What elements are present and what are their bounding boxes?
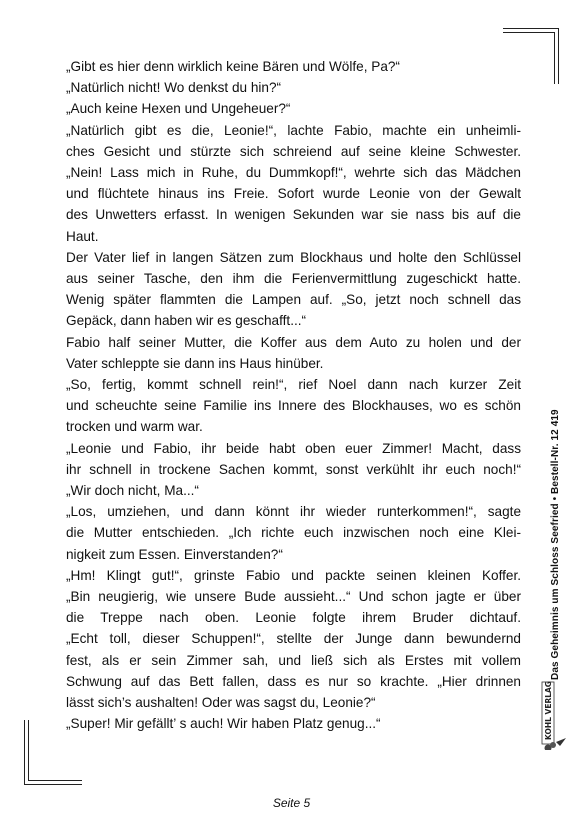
story-line: „So, fertig, kommt schnell rein!“, rief Noel dann nach kurzer Zeit <box>66 377 521 393</box>
story-line: „Natürlich nicht! Wo denkst du hin?“ <box>66 80 282 96</box>
frame-top-line-inner <box>503 32 555 33</box>
publisher-logo-icon <box>538 680 568 750</box>
story-line: fest, als er sein Zimmer sah, und ließ sich als Erstes mit vollem <box>66 652 521 668</box>
story-line: „Hm! Klingt gut!“, grinste Fabio und packte seinen kleinen Koffer. <box>66 567 521 583</box>
story-line: „Natürlich gibt es die, Leonie!“, lachte Fabio, machte ein unheimli- <box>66 122 521 138</box>
story-line: Schwung auf das Bett fallen, dass es nur so krachte. „Hier drinnen <box>66 673 521 689</box>
story-line: Der Vater lief in langen Sätzen zum Blockhaus und holte den Schlüssel <box>66 249 521 265</box>
story-line: die Treppe nach oben. Leonie folgte ihrem Bruder dichtauf. <box>66 610 521 626</box>
story-line: lässt sich’s aushalten! Oder was sagst du, Leonie?“ <box>66 695 376 711</box>
story-line: „Nein! Lass mich in Ruhe, du Dummkopf!“, wehrte sich das Mädchen <box>66 165 521 181</box>
story-line: ihr schnell in trockene Sachen kommt, sonst verkühlt ihr euch noch!“ <box>66 461 521 477</box>
frame-right-line <box>558 28 559 84</box>
story-line: Haut. <box>66 228 99 244</box>
publisher-name: KOHL VERLAG <box>544 681 553 740</box>
story-line: ches Gesicht und stürzte sich schreiend auf seine kleine Schwester. <box>66 143 521 159</box>
story-line: und flüchtete hinaus ins Freie. Sofort wurde Leonie von der Gewalt <box>66 186 521 202</box>
publisher-logo <box>538 680 568 750</box>
story-line: „Los, umziehen, und dann könnt ihr wieder runterkommen!“, sagte <box>66 504 521 520</box>
story-line: die Mutter entschieden. „Ich richte euch inzwischen noch eine Klei- <box>66 525 521 541</box>
frame-right-line-inner <box>554 32 555 84</box>
frame-top-line <box>503 28 559 29</box>
story-line: „Wir doch nicht, Ma...“ <box>66 483 199 499</box>
story-line: Vater schleppte sie dann ins Haus hinüber. <box>66 355 324 371</box>
story-line: „Super! Mir gefällt’ s auch! Wir haben Platz genug...“ <box>66 716 381 732</box>
book-title-sidebar: Das Geheimnis um Schloss Seefried • Bestell-Nr. 12 419 <box>550 409 561 680</box>
story-line: „Echt toll, dieser Schuppen!“, stellte der Junge dann bewundernd <box>66 631 521 647</box>
story-line: „Gibt es hier denn wirklich keine Bären und Wölfe, Pa?“ <box>66 59 400 74</box>
story-line: „Bin neugierig, wie unsere Bude aussieht...“ Und schon jagte er über <box>66 589 521 605</box>
story-line: Gepäck, dann haben wir es geschafft...“ <box>66 313 307 329</box>
frame-bottom-line <box>24 784 82 785</box>
story-line: „Auch keine Hexen und Ungeheuer?“ <box>66 101 291 117</box>
story-line: „Leonie und Fabio, ihr beide habt oben euer Zimmer! Macht, dass <box>66 440 521 456</box>
story-line: trocken und warm war. <box>66 419 203 435</box>
story-line: aus seiner Tasche, den ihm die Ferienvermittlung zugeschickt hatte. <box>66 271 521 287</box>
frame-left-line-inner <box>28 720 29 780</box>
story-line: Fabio half seiner Mutter, die Koffer aus dem Auto zu holen und der <box>66 334 521 350</box>
story-text <box>66 56 521 735</box>
story-line: des Unwetters erfasst. In wenigen Sekunden war sie nass bis auf die <box>66 207 521 223</box>
story-line: nigkeit zum Essen. Einverstanden?“ <box>66 546 283 562</box>
frame-bottom-line-inner <box>28 780 82 781</box>
frame-left-line <box>24 720 25 784</box>
page-number: Seite 5 <box>272 796 311 810</box>
story-line: und scheuchte seine Familie ins Innere des Blockhauses, wo es schön <box>66 398 521 414</box>
story-line: Wenig später flammten die Lampen auf. „So, jetzt noch schnell das <box>66 292 521 308</box>
